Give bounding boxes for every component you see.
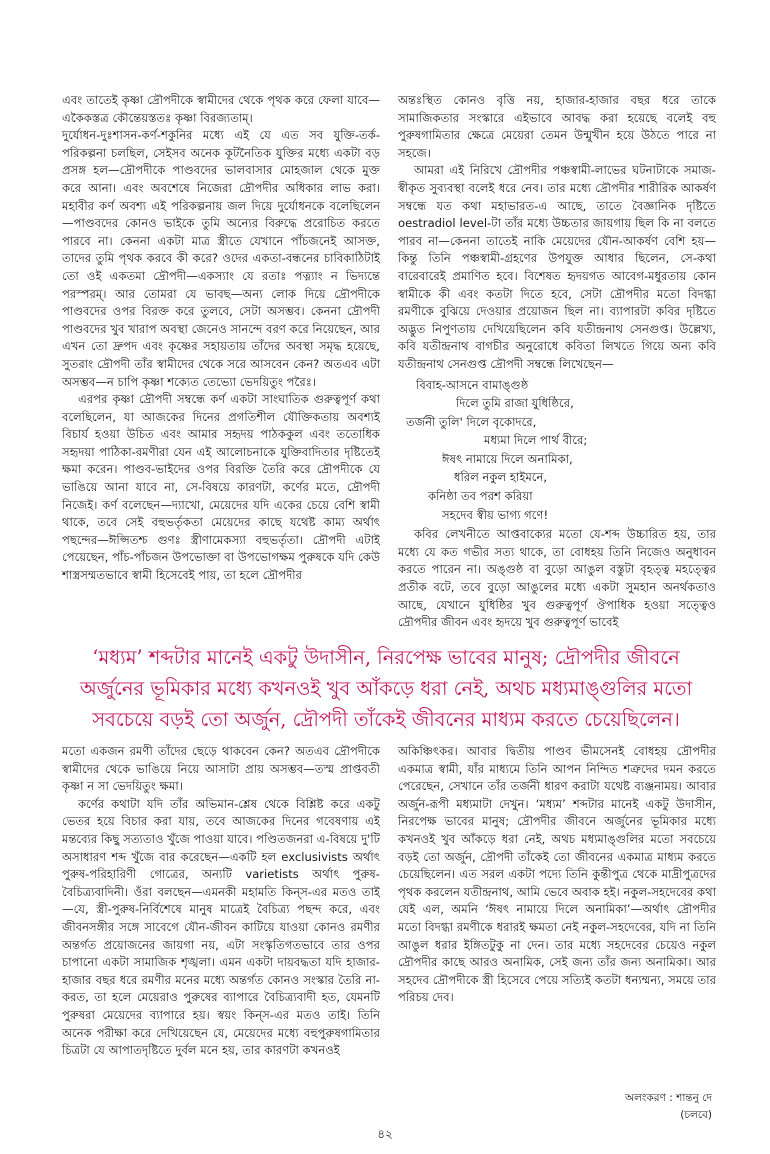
continued-note: (চলবে): [680, 1109, 712, 1121]
illustration-credit: [625, 1090, 712, 1124]
poem: [398, 376, 716, 525]
bottom-left-column: [62, 743, 380, 1078]
paragraph: আমরা এই নিরিখে দ্রৌপদীর পঞ্চস্বামী-লাভের ঘটনাটাকে সমাজ-স্বীকৃত সুব্যবস্থা বলেই ধরে নেব। তার মধ্যে দ্রৌপদীর শারীরিক আকর্ষণ সম্বন্ধে যত কথা মহাভারত-এ আছে, তাতে বৈজ্ঞানিক দৃষ্টিতে oestradiol level-টা তাঁর মধ্যে উচ্চতার জায়গায় ছিল কি না বলতে পারব না—কেননা তাতেই নাকি মেয়েদের যৌন-আকর্ষণ বেশি হয়—কিন্তু তিনি পঞ্চস্বামী-গ্রহণের উপযুক্ত আধার ছিলেন, সে-কথা বারেবারেই প্রমাণিত হবে। বিশেষত হৃদয়গত আবেগ-মধুরতায় কোন স্বামীকে কী এবং কতটা দিতে হবে, সেটা দ্রৌপদীর মতো বিদগ্ধা রমণীকে বুঝিয়ে দেওয়ার প্রয়োজন ছিল না। ব্যাপারটা কবির দৃষ্টিতে অদ্ভুত নিপুণতায় দেখিয়েছিলেন কবি যতীন্দ্রনাথ সেনগুপ্ত। উল্লেখ্য, কবি যতীন্দ্রনাথ বাগচীর অনুরোধে কবিতা লিখতে গিয়ে অন্য কবি যতীন্দ্রনাথ সেনগুপ্ত দ্রৌপদী সম্বন্ধে লিখেছেন—: [398, 163, 716, 371]
poem-line: কনিষ্ঠা তব পরশ করিয়া: [428, 489, 533, 504]
paragraph: এরপর কৃষ্ণা দ্রৌপদী সম্বন্ধে কর্ণ একটা সাংঘাতিক গুরুত্বপূর্ণ কথা বলেছিলেন, যা আজকের দিনের প্রগতিশীল যৌক্তিকতায় অবশ্যই বিচার্য হওয়া উচিত এবং আমার সহৃদয় পাঠককুল এবং ততোধিক সহৃদয়া পাঠিকা-রমণীরা যেন এই আলোচনাকে যুক্তিবাদিতার দৃষ্টিতেই ক্ষমা করেন। পাণ্ডব-ভাইদের ওপর বিরক্তি তৈরি করে দ্রৌপদীকে যে ভাঙিয়ে আনা যাবে না, সে-বিষয়ে কারণটা, কর্ণের মতে, দ্রৌপদী নিজেই। কর্ণ বলেছেন—দ্যাখো, মেয়েদের যদি একের চেয়ে বেশি স্বামী থাকে, তবে সেই বহুভর্তৃকতা মেয়েদের কাছে যথেষ্ট কাম্য অর্থাৎ পছন্দের—ঈপ্সিতশ্চ গুণঃ স্ত্রীণামেকস্যা বহুভর্তৃতা। দ্রৌপদী এটাই পেয়েছেন, পাঁচ-পাঁচজন উপভোক্তা বা উপভোগক্ষম পুরুষকে যদি কেউ শাস্ত্রসম্মতভাবে স্বামী হিসেবেই পায়, তা হলে দ্রৌপদীর: [62, 392, 380, 583]
poem-line: মধ্যমা দিলে পার্থ বীরে;: [484, 433, 588, 448]
paragraph: মতো একজন রমণী তাঁদের ছেড়ে থাকবেন কেন? অতএব দ্রৌপদীকে স্বামীদের থেকে ভাঙিয়ে নিয়ে আসাটা প্রায় অসম্ভব—তস্ম প্রাপ্তবতী কৃষ্ণা ন সা ভেদয়িতুং ক্ষমা।: [62, 744, 380, 794]
pull-quote-line: অর্জুনের ভূমিকার মধ্যে কখনওই খুব আঁকড়ে ধরা নেই, অথচ মধ্যমাঙ্গুলির মতো: [79, 677, 693, 700]
pull-quote-line: সবচেয়ে বড়ই তো অর্জুন, দ্রৌপদী তাঁকেই জীবনের মাধ্যম করতে চেয়েছিলেন।: [92, 708, 680, 731]
paragraph: কর্ণের কথাটা যদি তাঁর অভিমান-শ্লেষ থেকে বিশ্লিষ্ট করে একটু ভেতর হয়ে বিচার করা যায়, তবে আজকের দিনের গবেষণায় এই মন্তব্যের কিছু সত্যতাও খুঁজে পাওয়া যাবে। পণ্ডিতজনরা এ-বিষয়ে দু'টি অসাধারণ শব্দ খুঁজে বার করেছেন—একটি হল exclusivists অর্থাৎ পুরুষ-পরিহারিণী গোত্রের, অন্যটি varietists অর্থাৎ পুরুষ-বৈচিত্র্যবাদিনী। ওঁরা বলছেন—এমনকী মহামতি কিন্‌স-এর মতও তাই—যে, স্ত্রী-পুরুষ-নির্বিশেষে মানুষ মাত্রেই বৈচিত্র্য পছন্দ করে, এবং জীবনসঙ্গীর সঙ্গে সাবেগে যৌন-জীবন কাটিয়ে যাওয়া কোনও রমণীর অন্তর্গত প্রয়োজনের জায়গা নয়, এটা সংস্কৃতিগতভাবে তার ওপর চাপানো একটা সামাজিক শৃঙ্খলা। এমন একটা দায়বদ্ধতা যদি হাজার-হাজার বছর ধরে রমণীর মনের মধ্যে অন্তর্গত কোনও সংস্কার তৈরি না-করত, তা হলে মেয়েরাও পুরুষের ব্যাপারে বৈচিত্র্যবাদী হত, যেমনটি পুরুষরা মেয়েদের ব্যাপারে হয়। স্বয়ং কিন্‌স-এর মতও তাই। তিনি অনেক পরীক্ষা করে দেখিয়েছেন যে, মেয়েদের মধ্যে বহুপুরুষগামিতার চিত্রটা যে আপাতদৃষ্টিতে দুর্বল মনে হয়, তার কারণটা কখনওই: [62, 796, 380, 1058]
bottom-right-column: [398, 743, 716, 1078]
paragraph: কবির লেখনীতে আপ্তবাক্যের মতো যে-শব্দ উচ্চারিত হয়, তার মধ্যে যে কত গভীর সত্য থাকে, তা বোধহয় তিনি নিজেও অনুধাবন করতে পারেন না। অঙ্গুষ্ঠ বা বুড়ো আঙুল বস্তুটা বৃহত্ত্ব মহত্ত্বের প্রতীক বটে, তবে বুড়ো আঙুলের মধ্যে একটা সুমহান অনর্থকতাও আছে, যেখানে যুধিষ্ঠির খুব গুরুত্বপূর্ণ ঔপাধিক হওয়া সত্ত্বেও দ্রৌপদীর জীবন এবং হৃদয়ে খুব গুরুত্বপূর্ণ ভাবেই: [398, 527, 716, 630]
illustrator-line: অলংকরণ : শান্তনু দে: [625, 1092, 712, 1104]
page-number: ৪২: [377, 1127, 393, 1141]
poem-line: সহদেব স্বীয় ভাগ্য গণে!: [442, 507, 549, 522]
paragraph: এবং তাতেই কৃষ্ণা দ্রৌপদীকে স্বামীদের থেকে পৃথক করে ফেলা যাবে—একৈকস্তত্র কৌন্তেয়স্ততঃ কৃষ্ণা বিরজ্যতাম্।: [62, 93, 380, 125]
poem-line: তর্জনী তুলি' দিলে বৃকোদরে,: [406, 414, 537, 429]
poem-line: ধরিল নকুল হাইমনে,: [454, 470, 548, 485]
poem-line: দিলে তুমি রাজা যুধিষ্ঠিরে,: [456, 396, 574, 411]
poem-line: ঈষৎ নামায়ে দিলে অনামিকা,: [442, 451, 573, 466]
pull-quote: [46, 642, 726, 735]
pull-quote-line: ‘মধ্যম’ শব্দটার মানেই একটু উদাসীন, নিরপেক্ষ ভাবের মানুষ; দ্রৌপদীর জীবনে: [92, 646, 680, 669]
poem-line: বিবাহ-আসনে বামাঙ্গুষ্ঠ: [416, 377, 529, 392]
top-left-column: [62, 92, 380, 620]
paragraph: অকিঞ্চিৎকর। আবার দ্বিতীয় পাণ্ডব ভীমসেনই বোধহয় দ্রৌপদীর একমাত্র স্বামী, যাঁর মাধ্যমে তিনি আপন নিন্দিত শত্রুদের দমন করতে পেরেছেন, সেখানে তাঁর তর্জনী ধারণ করাটা যথেষ্ট ব্যঞ্জনাময়। আবার অর্জুন-রূপী মধ্যমাটা দেখুন। ‘মধ্যম’ শব্দটার মানেই একটু উদাসীন, নিরপেক্ষ ভাবের মানুষ; দ্রৌপদীর জীবনে অর্জুনের ভূমিকার মধ্যে কখনওই খুব আঁকড়ে ধরা নেই, অথচ মধ্যমাঙ্গুলির মতো সবচেয়ে বড়ই তো অর্জুন, দ্রৌপদী তাঁকেই তো জীবনের একমাত্র মাধ্যম করতে চেয়েছিলেন। এত সরল একটা পদ্যে তিনি কুন্তীপুত্র থেকে মাদ্রীপুত্রদের পৃথক করলেন যতীন্দ্রনাথ, আমি ভেবে অবাক হই। নকুল-সহদেবের কথা যেই এল, অমনি ‘ঈষৎ নামায়ে দিলে অনামিকা’—অর্থাৎ দ্রৌপদীর মতো বিদগ্ধা রমণীকে ধরারই ক্ষমতা নেই নকুল-সহদেবের, যদি না তিনি আঙুল ধরার ইঙ্গিতটুকু না দেন। তার মধ্যে সহদেবের চেয়েও নকুল দ্রৌপদীর কাছে আরও অনামিক, সেই জন্য তাঁর জন্য অনামিকা। আর সহদেব দ্রৌপদীকে স্ত্রী হিসেবে পেয়ে সত্যিই কতটা ধন্যম্মন্য, সময়ে তার পরিচয় দেব।: [398, 744, 717, 1005]
paragraph: দুর্যোধন-দুঃশাসন-কর্ণ-শকুনির মধ্যে এই যে এত সব যুক্তি-তর্ক-পরিকল্পনা চলছিল, সেইসব অনেক কূটনৈতিক যুক্তির মধ্যে একটা বড় প্রসঙ্গ হল—দ্রৌপদীকে পাণ্ডবদের ভালবাসার মোহজাল থেকে মুক্ত করে আনা। এবং অবশেষে নিজেরা দ্রৌপদীর অধিকার লাভ করা। মহাবীর কর্ণ অবশ্য এই পরিকল্পনায় জল দিয়ে দুর্যোধনকে বলেছিলেন—পাণ্ডবদের কোনও ভাইকে তুমি অন্যের বিরুদ্ধে প্ররোচিত করতে পারবে না। কেননা একটা মাত্র স্ত্রীতে যেখানে পাঁচজনেই আসক্ত, তাদের তুমি পৃথক করবে কী করে? ওদের একতা-বন্ধনের চাবিকাঠিটাই তো ওই একতমা দ্রৌপদী—একস্যাং যে রতাঃ পত্ন্যাং ন ভিদ্যন্তে পরস্পরম্। আর তোমরা যে ভাবছ—অন্য লোক দিয়ে দ্রৌপদীকে পাণ্ডবদের ওপর বিরক্ত করে তুলবে, সেটা অসম্ভব। কেননা দ্রৌপদী পাণ্ডবদের খুব খারাপ অবস্থা জেনেও সানন্দে বরণ করে নিয়েছেন, আর এখন তো দ্রুপদ এবং কৃষ্ণের সহায়তায় তাঁদের অবস্থা সমৃদ্ধ হয়েছে, সুতরাং দ্রৌপদী তাঁর স্বামীদের থেকে সরে আসবেন কেন? অতএব এটা অসম্ভব—ন চাপি কৃষ্ণা শক্যেত তেভ্যো ভেদয়িতুং পরৈঃ।: [62, 128, 380, 389]
paragraph: অন্তঃস্থিত কোনও বৃত্তি নয়, হাজার-হাজার বছর ধরে তাকে সামাজিকতার সংস্কারে এইভাবে আবদ্ধ করা হয়েছে বলেই বহু পুরুষগামিতার ক্ষেত্রে মেয়েরা তেমন উন্মুখীন হয়ে উঠতে পারে না সহজে।: [398, 93, 716, 160]
top-right-column: [398, 92, 716, 630]
